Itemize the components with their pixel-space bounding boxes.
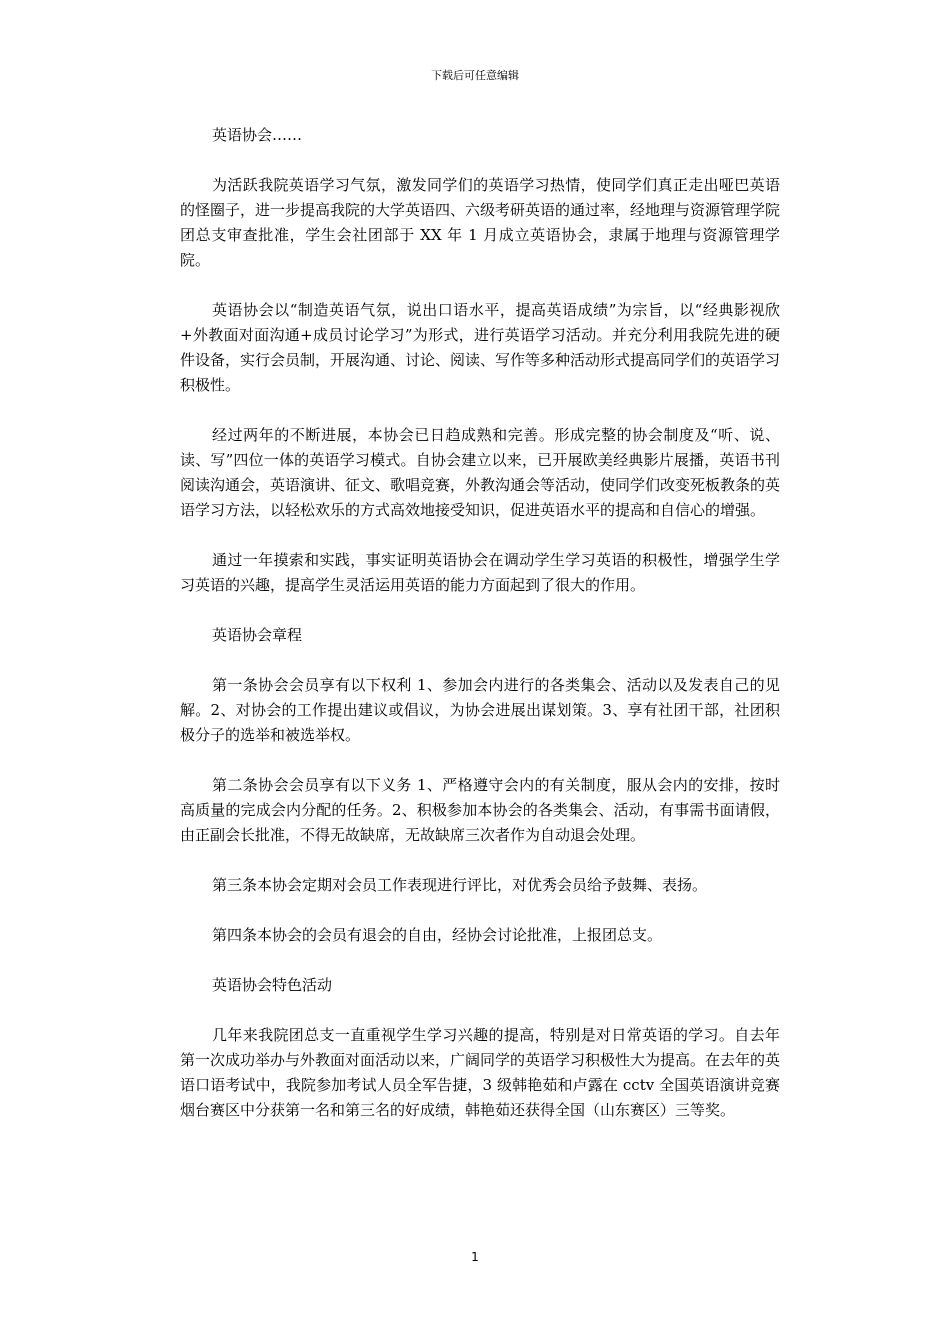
- page-number: 1: [471, 1250, 479, 1264]
- article-four: 第四条本协会的会员有退会的自由，经协会讨论批准，上报团总支。: [212, 926, 663, 944]
- header-note: 下载后可任意编辑: [431, 69, 519, 82]
- heading-featured-activities: 英语协会特色活动: [212, 976, 333, 994]
- paragraph-development: 经过两年的不断进展，本协会已日趋成熟和完善。形成完整的协会制度及“听、说、读、写”四位一体的英语学习模式。自协会建立以来，已开展欧美经典影片展播，英语书刊阅读沟通会，英语演讲、征文、歌唱竞赛，外教沟通会等活动，使同学们改变死板教条的英语学习方法，以轻松欢乐的方式高效地接受知识，促进英语水平的提高和自信心的增强。: [180, 426, 781, 519]
- paragraph-activities: 几年来我院团总支一直重视学生学习兴趣的提高，特别是对日常英语的学习。自去年第一次成功举办与外教面对面活动以来，广阔同学的英语学习积极性大为提高。在去年的英语口语考试中，我院参加考试人员全军告捷，3 级韩艳茹和卢露在 cctv 全国英语演讲竞赛烟台赛区中分获第一名和第三名的好成绩，韩艳茹还获得全国（山东赛区）三等奖。: [180, 1026, 781, 1119]
- article-one: 第一条协会会员享有以下权利 1、参加会内进行的各类集会、活动以及发表自己的见解。2、对协会的工作提出建议或倡议，为协会进展出谋划策。3、享有社团干部，社团积极分子的选举和被选举权。: [180, 676, 780, 744]
- heading-charter: 英语协会章程: [212, 626, 303, 644]
- paragraph-purpose: 英语协会以“制造英语气氛，说出口语水平，提高英语成绩”为宗旨，以“经典影视欣+外教面对面沟通+成员讨论学习”为形式，进行英语学习活动。并充分利用我院先进的硬件设备，实行会员制，开展沟通、讨论、阅读、写作等多种活动形式提高同学们的英语学习积极性。: [180, 301, 781, 394]
- document-body: [180, 123, 780, 1148]
- paragraph-results: 通过一年摸索和实践，事实证明英语协会在调动学生学习英语的积极性，增强学生学习英语的兴趣，提高学生灵活运用英语的能力方面起到了很大的作用。: [180, 551, 780, 594]
- article-three: 第三条本协会定期对会员工作表现进行评比，对优秀会员给予鼓舞、表扬。: [212, 876, 708, 894]
- heading-association-intro: 英语协会……: [212, 126, 303, 144]
- paragraph-founding: 为活跃我院英语学习气氛，激发同学们的英语学习热情，使同学们真正走出哑巴英语的怪圈子，进一步提高我院的大学英语四、六级考研英语的通过率，经地理与资源管理学院团总支审查批准，学生会社团部于 XX 年 1 月成立英语协会，隶属于地理与资源管理学院。: [180, 176, 781, 269]
- article-two: 第二条协会会员享有以下义务 1、严格遵守会内的有关制度，服从会内的安排，按时高质量的完成会内分配的任务。2、积极参加本协会的各类集会、活动，有事需书面请假，由正副会长批准，不得无故缺席，无故缺席三次者作为自动退会处理。: [180, 776, 780, 844]
